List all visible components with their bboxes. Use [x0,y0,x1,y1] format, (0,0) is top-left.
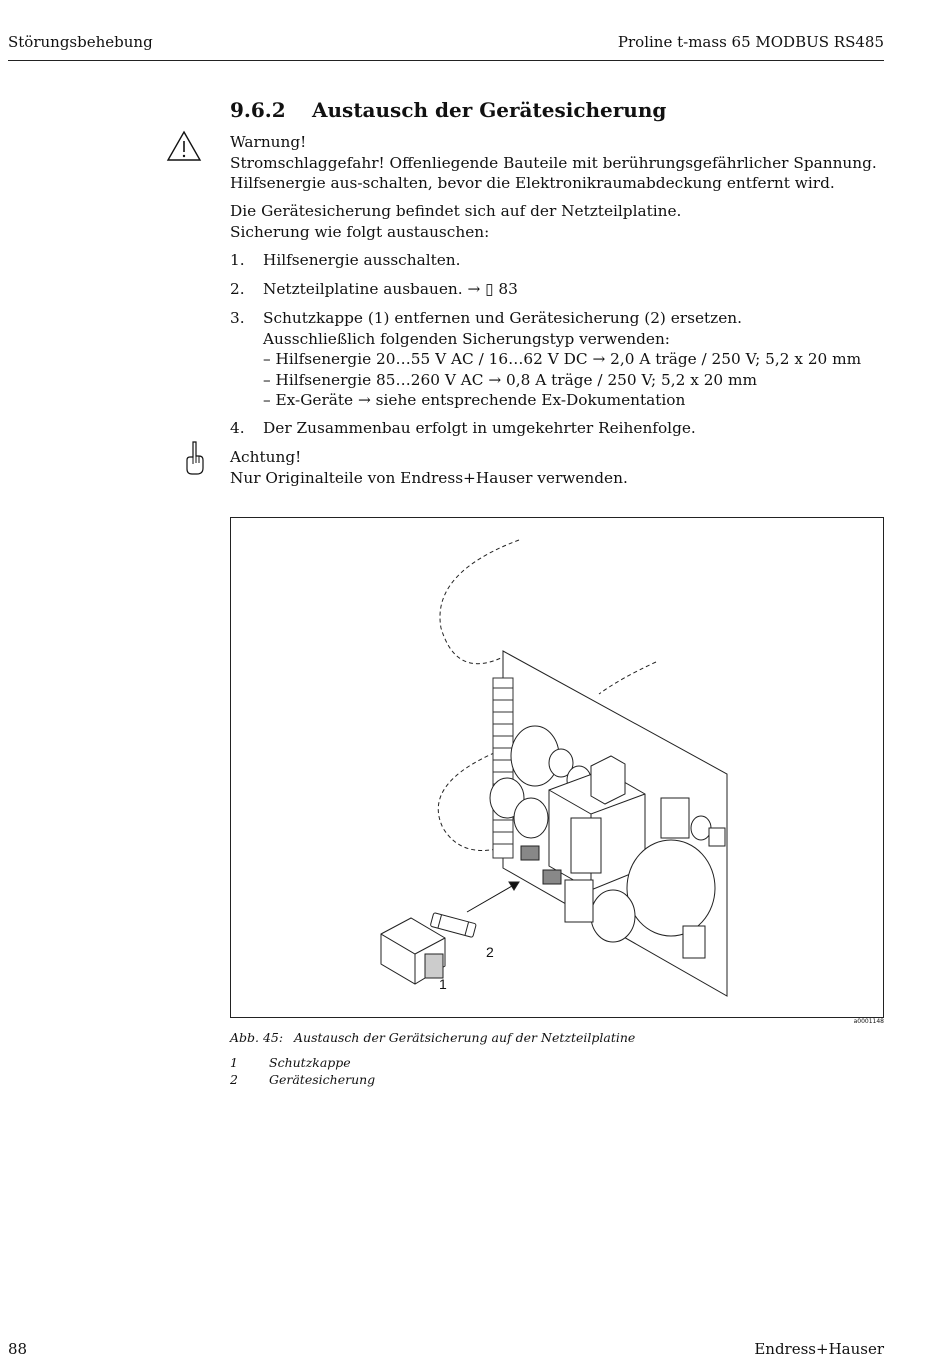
legend-text: Schutzkappe [269,1055,351,1070]
section-number: 9.6.2 [230,98,286,122]
step-number: 1. [230,251,245,269]
intro-block [230,201,885,242]
step-number: 3. [230,309,245,327]
step-text: Hilfsenergie ausschalten. [263,251,461,269]
step-number: 4. [230,419,245,437]
step-subline: – Hilfsenergie 85…260 V AC → 0,8 A träge / 250 V; 5,2 x 20 mm [263,370,758,389]
legend-item [230,1072,375,1087]
step-text: Der Zusammenbau erfolgt in umgekehrter Reihenfolge. [263,419,696,437]
callout-1: 1 [439,976,447,992]
figure-power-board [230,517,884,1018]
note-block [230,447,885,488]
running-header-product: Proline t-mass 65 MODBUS RS485 [617,33,884,51]
legend-text: Gerätesicherung [269,1072,376,1087]
section-title-text: Austausch der Gerätesicherung [312,98,667,122]
figure-caption [230,1030,635,1045]
warning-heading: Warnung! [230,133,307,151]
warning-block [230,132,885,194]
intro-line-1: Die Gerätesicherung befindet sich auf der Netzteilplatine. [230,202,682,220]
step-text-block [263,308,885,411]
step-subline: – Ex-Geräte → siehe entsprechende Ex-Dokumentation [263,391,686,409]
header-rule [8,60,884,61]
step-subline: Ausschließlich folgenden Sicherungstyp verwenden: [263,329,670,348]
caption-label: Abb. 45: [230,1030,284,1045]
step-text: Netzteilplatine ausbauen. → ▯ 83 [263,280,518,298]
note-text: Nur Originalteile von Endress+Hauser verwenden. [230,468,628,487]
section-title [230,98,666,122]
legend-item [230,1055,351,1070]
warning-triangle-icon [166,130,202,162]
power-board-illustration [231,518,883,1017]
step-text: Schutzkappe (1) entfernen und Gerätesicherung (2) ersetzen. [263,309,742,327]
step-subline: – Hilfsenergie 20…55 V AC / 16…62 V DC → 2,0 A träge / 250 V; 5,2 x 20 mm [263,350,862,368]
legend-key: 1 [230,1055,238,1070]
callout-2: 2 [486,944,494,960]
note-heading: Achtung! [230,448,302,466]
footer-brand: Endress+Hauser [754,1340,884,1358]
warning-text: Stromschlaggefahr! Offenliegende Bauteile mit berührungsgefährlicher Spannung. Hilfsenergie aus-schalten, bevor die Elektronikraumabdeckung entfernt wird. [230,153,877,192]
caption-text: Austausch der Gerätsicherung auf der Netzteilplatine [294,1030,636,1045]
running-header-chapter: Störungsbehebung [8,33,153,51]
legend-key: 2 [230,1072,238,1087]
pointing-hand-icon [184,440,206,476]
figure-code: a0001148 [853,1018,884,1025]
page-number: 88 [8,1340,28,1358]
intro-line-2: Sicherung wie folgt austauschen: [230,222,490,241]
step-number: 2. [230,280,245,298]
